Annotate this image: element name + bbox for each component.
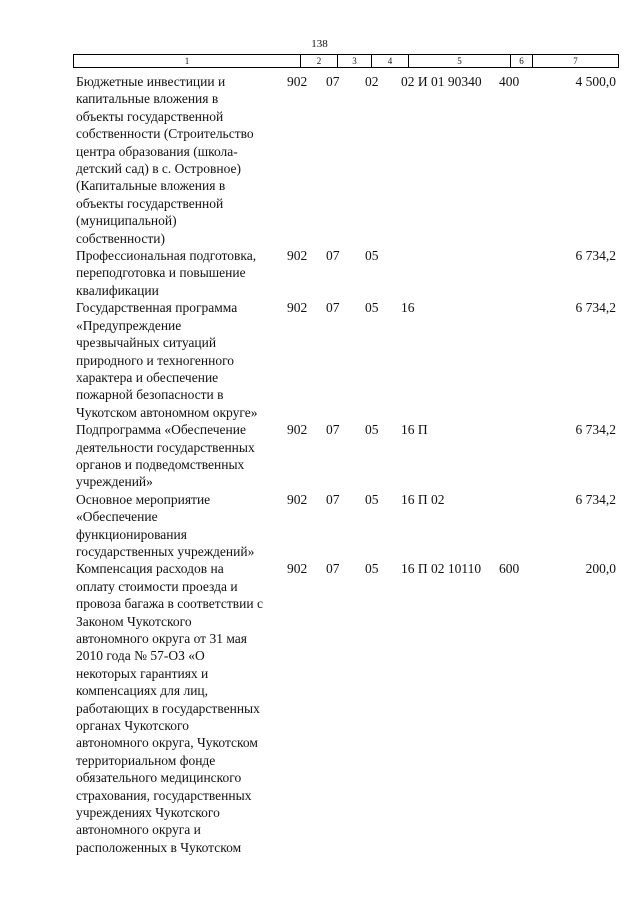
- row-name-line: Профессиональная подготовка,: [76, 248, 257, 264]
- amount: 200,0: [585, 561, 616, 577]
- amount: 6 734,2: [575, 491, 616, 507]
- code-target: 02 И 01 90340: [401, 74, 482, 89]
- code-section: 07: [326, 248, 340, 264]
- row-name-line: объекты государственной: [76, 108, 224, 124]
- row-name-line: центра образования (школа-: [76, 143, 238, 159]
- row-name-line: собственности): [76, 230, 165, 246]
- header-col-7: 7: [573, 56, 578, 66]
- table-row: [76, 73, 616, 247]
- code-ministry: 902: [287, 491, 308, 507]
- row-name-line: территориальном фонде: [76, 752, 216, 768]
- row-name-line: автономного округа от 31 мая: [76, 631, 247, 646]
- amount: 6 734,2: [575, 248, 616, 264]
- header-col-6: 6: [511, 55, 533, 67]
- row-name: [76, 247, 287, 299]
- row-name-line: Компенсация расходов на: [76, 561, 224, 577]
- header-col-5: 5: [409, 55, 511, 67]
- row-name-line: капитальные вложения в: [76, 91, 219, 107]
- row-name-line: характера и обеспечение: [76, 369, 219, 385]
- table-row: [76, 491, 616, 561]
- table-row: [76, 560, 616, 856]
- code-ministry: 902: [287, 74, 308, 89]
- row-name-line: работающих в государственных: [76, 700, 260, 716]
- code-ministry: 902: [287, 422, 308, 438]
- code-ministry: 902: [287, 300, 308, 316]
- row-name-line: деятельности государственных: [76, 439, 255, 455]
- header-col-1: 1: [74, 55, 301, 67]
- code-subsection: 05: [365, 491, 379, 507]
- code-ministry: 902: [287, 248, 308, 264]
- row-name-line: функционирования: [76, 526, 187, 542]
- code-subsection: 05: [365, 561, 379, 577]
- row-name-line: Государственная программа: [76, 300, 238, 316]
- header-col-4: 4: [372, 55, 409, 67]
- row-name: [76, 560, 287, 856]
- row-name-line: обязательного медицинского: [76, 770, 242, 786]
- code-target: 16 П: [401, 422, 428, 438]
- header-col-3: 3: [338, 55, 372, 67]
- code-expense-type: 400: [499, 74, 520, 89]
- code-section: 07: [326, 74, 340, 89]
- code-target: 16: [401, 300, 415, 316]
- row-name: [76, 421, 287, 491]
- row-name-line: учреждениях Чукотского: [76, 805, 220, 821]
- code-expense-type: [499, 247, 533, 299]
- row-name-line: чрезвычайных ситуаций: [76, 335, 217, 351]
- row-name-line: детский сад) в с. Островное): [76, 161, 241, 177]
- amount: 4 500,0: [575, 74, 616, 89]
- row-name-line: органов и подведомственных: [76, 456, 245, 472]
- row-name: [76, 73, 287, 247]
- row-name-line: расположенных в Чукотском: [76, 839, 242, 855]
- code-target: 16 П 02: [401, 491, 445, 507]
- row-name: [76, 491, 287, 561]
- header-col-2: 2: [301, 55, 338, 67]
- table-header: [73, 54, 619, 68]
- row-name-line: «Предупреждение: [76, 317, 182, 333]
- row-name-line: природного и техногенного: [76, 352, 235, 368]
- row-name-line: (Капитальные вложения в: [76, 178, 226, 194]
- row-name-line: переподготовка и повышение: [76, 265, 246, 281]
- code-target: [401, 247, 499, 299]
- table-row: [76, 247, 616, 299]
- code-section: 07: [326, 491, 340, 507]
- code-section: 07: [326, 422, 340, 438]
- code-subsection: 05: [365, 422, 379, 438]
- code-target: 16 П 02 10110: [401, 561, 482, 577]
- row-name-line: провоза багажа в соответствии с: [76, 596, 263, 612]
- row-name-line: 2010 года № 57-ОЗ «О: [76, 648, 205, 664]
- row-name-line: страхования, государственных: [76, 787, 252, 803]
- code-section: 07: [326, 300, 340, 316]
- code-subsection: 05: [365, 300, 379, 316]
- row-name-line: объекты государственной: [76, 195, 224, 211]
- code-expense-type: 600: [499, 561, 520, 577]
- row-name-line: Подпрограмма «Обеспечение: [76, 422, 246, 438]
- row-name-line: учреждений»: [76, 474, 153, 490]
- row-name-line: некоторых гарантиях и: [76, 665, 209, 681]
- code-expense-type: [499, 491, 533, 561]
- table-row: [76, 421, 616, 491]
- row-name-line: компенсациях для лиц,: [76, 683, 209, 699]
- row-name-line: квалификации: [76, 282, 159, 298]
- code-subsection: 05: [365, 248, 379, 264]
- budget-table-body: [76, 73, 616, 856]
- code-expense-type: [499, 421, 533, 491]
- page-number: 138: [311, 38, 328, 50]
- row-name-line: пожарной безопасности в: [76, 387, 224, 403]
- row-name-line: Чукотском автономном округе»: [76, 404, 258, 420]
- row-name-line: Законом Чукотского: [76, 613, 192, 629]
- code-section: 07: [326, 561, 340, 577]
- row-name: [76, 299, 287, 421]
- row-name-line: органах Чукотского: [76, 718, 189, 734]
- row-name-line: «Обеспечение: [76, 509, 158, 525]
- amount: 6 734,2: [575, 300, 616, 316]
- amount: 6 734,2: [575, 422, 616, 438]
- row-name-line: государственных учреждений»: [76, 543, 255, 559]
- row-name-line: оплату стоимости проезда и: [76, 578, 238, 594]
- code-expense-type: [499, 299, 533, 421]
- row-name-line: (муниципальной): [76, 213, 177, 229]
- table-row: [76, 299, 616, 421]
- row-name-line: собственности (Строительство: [76, 126, 254, 142]
- row-name-line: Бюджетные инвестиции и: [76, 74, 226, 89]
- row-name-line: автономного округа, Чукотском: [76, 735, 258, 751]
- row-name-line: автономного округа и: [76, 822, 201, 838]
- code-ministry: 902: [287, 561, 308, 577]
- row-name-line: Основное мероприятие: [76, 491, 211, 507]
- code-subsection: 02: [365, 74, 379, 89]
